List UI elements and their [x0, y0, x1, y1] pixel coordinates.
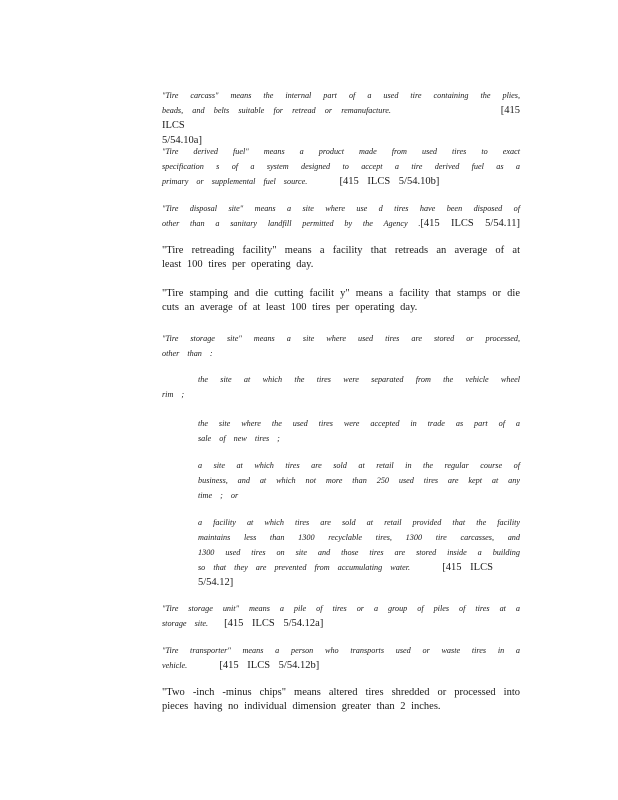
text-line — [198, 560, 520, 575]
text-line: "Tire carcass" means the internal part of a used tire containing the plies, — [162, 91, 520, 100]
list-item — [198, 416, 520, 446]
text-line: the site where the used tires were accepted in trade as part of a — [198, 419, 520, 428]
definition-tire-storage-site — [162, 331, 520, 361]
list-item-continuation — [162, 387, 520, 402]
definition-tire-transporter — [162, 643, 520, 673]
text-line: "Tire stamping and die cutting facilit y" means a facility that stamps or die — [162, 288, 520, 299]
definition-tire-stamping-facility — [162, 287, 520, 315]
definition-tire-storage-unit — [162, 601, 520, 631]
citation: [415 ILCS — [442, 562, 493, 573]
text-line: 1300 used tires on site and those tires are stored inside a building — [198, 548, 520, 557]
citation: 5/54.12] — [198, 577, 234, 588]
text-line: a facility at which tires are sold at retail provided that the facility — [198, 518, 520, 527]
text-line — [162, 103, 520, 133]
text-line: "Tire storage site" means a site where used tires are stored or processed, — [162, 334, 520, 343]
text-line: "Two -inch -minus chips" means altered tires shredded or processed into — [162, 687, 520, 698]
text-line: "Tire derived fuel" means a product made from used tires to exact — [162, 147, 520, 156]
text-line: "Tire transporter" means a person who transports used or waste tires in a — [162, 646, 520, 655]
text-line: maintains less than 1300 recyclable tires, 1300 tire carcasses, and — [198, 533, 520, 542]
text-span: storage site. — [162, 619, 209, 628]
text-span: beads, and belts suitable for retread or remanufacture. — [162, 106, 391, 115]
definition-two-inch-minus-chips — [162, 686, 520, 714]
text-span: so that they are prevented from accumulating water. — [198, 563, 411, 572]
text-line — [162, 174, 520, 189]
text-line: sale of new tires ; — [198, 434, 280, 443]
citation: [415 ILCS 5/54.11] — [420, 218, 520, 229]
text-line — [162, 658, 520, 673]
text-line: a site at which tires are sold at retail in the regular course of — [198, 461, 520, 470]
citation: [415 ILCS 5/54.10b] — [339, 176, 440, 187]
text-span: primary or supplemental fuel source. — [162, 177, 308, 186]
definition-tire-derived-fuel — [162, 144, 520, 189]
definition-tire-carcass — [162, 88, 520, 148]
text-line: specification s of a system designed to accept a tire derived fuel as a — [162, 162, 520, 171]
text-line: "Tire storage unit" means a pile of tires or a group of piles of tires at a — [162, 604, 520, 613]
text-line: "Tire retreading facility" means a facility that retreads an average of at — [162, 245, 520, 256]
definition-tire-retreading-facility — [162, 244, 520, 272]
citation: [415 ILCS 5/54.12b] — [219, 660, 320, 671]
citation: [415 ILCS — [162, 105, 521, 131]
citation: [415 ILCS 5/54.12a] — [224, 618, 324, 629]
text-line: other than : — [162, 349, 213, 358]
text-span: vehicle. — [162, 661, 188, 670]
list-item — [198, 515, 520, 590]
text-line: "Tire disposal site" means a site where use d tires have been disposed of — [162, 204, 520, 213]
text-line: rim ; — [162, 390, 185, 399]
text-line — [162, 616, 520, 631]
text-line: the site at which the tires were separated from the vehicle wheel — [198, 375, 520, 384]
text-line: cuts an average of at least 100 tires per operating day. — [162, 302, 418, 313]
text-line: business, and at which not more than 250 used tires are kept at any — [198, 476, 520, 485]
text-line — [162, 216, 520, 231]
text-line: time ; or — [198, 491, 239, 500]
list-item — [198, 458, 520, 503]
text-line: pieces having no individual dimension greater than 2 inches. — [162, 701, 441, 712]
text-line: least 100 tires per operating day. — [162, 259, 314, 270]
definition-tire-disposal-site — [162, 201, 520, 231]
text-span: other than a sanitary landfill permitted by the Agency . — [162, 219, 421, 228]
list-item — [198, 372, 520, 387]
citation: 5/54.10a] — [162, 135, 202, 146]
